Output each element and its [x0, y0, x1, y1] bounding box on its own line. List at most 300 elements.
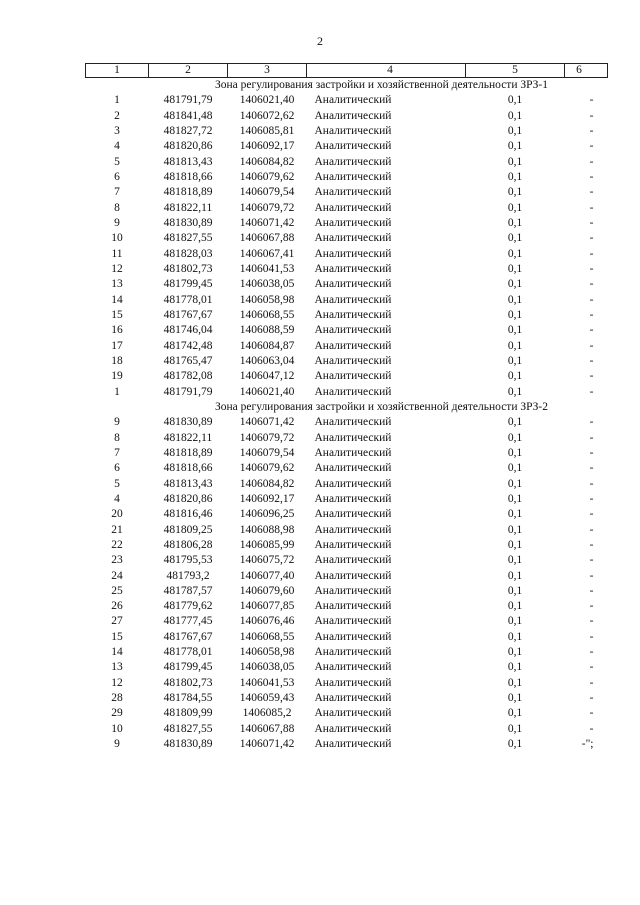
y-coordinate-cell: 1406068,55 [239, 630, 295, 643]
y-coordinate-cell: 1406079,54 [239, 446, 295, 459]
note-cell: - [589, 538, 594, 551]
point-number-cell: 11 [111, 247, 123, 260]
column-header-3: 3 [228, 64, 307, 78]
point-number-cell: 8 [114, 201, 120, 214]
method-cell: Аналитический [314, 385, 392, 398]
table-row [86, 523, 608, 538]
x-coordinate-cell: 481802,73 [163, 262, 213, 275]
accuracy-cell: 0,1 [507, 492, 523, 505]
point-number-cell: 1 [114, 94, 120, 107]
note-cell: - [589, 646, 594, 659]
table-row [86, 231, 608, 246]
x-coordinate-cell: 481746,04 [163, 324, 213, 337]
note-cell: - [589, 155, 594, 168]
x-coordinate-cell: 481782,08 [163, 370, 213, 383]
accuracy-cell: 0,1 [507, 293, 523, 306]
x-coordinate-cell: 481791,79 [163, 94, 213, 107]
table-header-row [86, 64, 608, 78]
method-cell: Аналитический [314, 646, 392, 659]
table-row [86, 308, 608, 323]
table-row [86, 645, 608, 660]
method-cell: Аналитический [314, 630, 392, 643]
y-coordinate-cell: 1406059,43 [239, 692, 295, 705]
x-coordinate-cell: 481779,62 [163, 600, 213, 613]
y-coordinate-cell: 1406084,82 [239, 477, 295, 490]
y-coordinate-cell: 1406067,88 [239, 722, 295, 735]
method-cell: Аналитический [314, 354, 392, 367]
point-number-cell: 6 [114, 170, 120, 183]
note-cell: - [589, 554, 594, 567]
y-coordinate-cell: 1406079,54 [239, 186, 295, 199]
y-coordinate-cell: 1406071,42 [239, 416, 295, 429]
table-row [86, 293, 608, 308]
column-header-4: 4 [307, 64, 466, 78]
accuracy-cell: 0,1 [507, 170, 523, 183]
table-row [86, 170, 608, 185]
y-coordinate-cell: 1406084,87 [239, 339, 295, 352]
table-row [86, 614, 608, 629]
x-coordinate-cell: 481830,89 [163, 216, 213, 229]
point-number-cell: 19 [111, 370, 123, 383]
x-coordinate-cell: 481767,67 [163, 308, 213, 321]
method-cell: Аналитический [314, 554, 392, 567]
method-cell: Аналитический [314, 722, 392, 735]
table-row [86, 569, 608, 584]
y-coordinate-cell: 1406077,85 [239, 600, 295, 613]
y-coordinate-cell: 1406079,60 [239, 584, 295, 597]
accuracy-cell: 0,1 [507, 569, 523, 582]
x-coordinate-cell: 481816,46 [163, 508, 213, 521]
point-number-cell: 8 [114, 431, 120, 444]
y-coordinate-cell: 1406038,05 [239, 661, 295, 674]
accuracy-cell: 0,1 [507, 262, 523, 275]
accuracy-cell: 0,1 [507, 155, 523, 168]
point-number-cell: 15 [111, 308, 123, 321]
accuracy-cell: 0,1 [507, 416, 523, 429]
note-cell: - [589, 124, 594, 137]
table-row [86, 139, 608, 154]
point-number-cell: 10 [111, 722, 123, 735]
x-coordinate-cell: 481784,55 [163, 692, 213, 705]
column-header-2: 2 [149, 64, 228, 78]
table-row [86, 691, 608, 706]
y-coordinate-cell: 1406085,81 [239, 124, 295, 137]
note-cell: - [589, 339, 594, 352]
y-coordinate-cell: 1406079,62 [239, 170, 295, 183]
accuracy-cell: 0,1 [507, 339, 523, 352]
point-number-cell: 6 [114, 462, 120, 475]
method-cell: Аналитический [314, 416, 392, 429]
y-coordinate-cell: 1406085,2 [242, 707, 292, 720]
method-cell: Аналитический [314, 308, 392, 321]
point-number-cell: 4 [114, 492, 120, 505]
note-cell: - [589, 232, 594, 245]
method-cell: Аналитический [314, 446, 392, 459]
point-number-cell: 5 [114, 155, 120, 168]
point-number-cell: 21 [111, 523, 123, 536]
point-number-cell: 24 [111, 569, 123, 582]
y-coordinate-cell: 1406071,42 [239, 216, 295, 229]
note-cell: - [589, 600, 594, 613]
accuracy-cell: 0,1 [507, 692, 523, 705]
note-cell: - [589, 370, 594, 383]
y-coordinate-cell: 1406047,12 [239, 370, 295, 383]
x-coordinate-cell: 481787,57 [163, 584, 213, 597]
x-coordinate-cell: 481799,45 [163, 661, 213, 674]
accuracy-cell: 0,1 [507, 140, 523, 153]
point-number-cell: 28 [111, 692, 123, 705]
zone-title: Зона регулирования застройки и хозяйственной деятельности ЗРЗ-2 [214, 400, 548, 413]
method-cell: Аналитический [314, 508, 392, 521]
zone-title-row [86, 78, 608, 94]
accuracy-cell: 0,1 [507, 584, 523, 597]
table-row [86, 737, 608, 752]
x-coordinate-cell: 481820,86 [163, 140, 213, 153]
point-number-cell: 12 [111, 262, 123, 275]
point-number-cell: 12 [111, 676, 123, 689]
y-coordinate-cell: 1406021,40 [239, 94, 295, 107]
accuracy-cell: 0,1 [507, 554, 523, 567]
note-cell: - [589, 446, 594, 459]
column-header-5: 5 [466, 64, 565, 78]
accuracy-cell: 0,1 [507, 232, 523, 245]
method-cell: Аналитический [314, 584, 392, 597]
y-coordinate-cell: 1406058,98 [239, 646, 295, 659]
note-cell: - [589, 508, 594, 521]
method-cell: Аналитический [314, 155, 392, 168]
coordinates-table [85, 63, 608, 752]
accuracy-cell: 0,1 [507, 508, 523, 521]
y-coordinate-cell: 1406058,98 [239, 293, 295, 306]
y-coordinate-cell: 1406041,53 [239, 262, 295, 275]
y-coordinate-cell: 1406072,62 [239, 109, 295, 122]
point-number-cell: 7 [114, 186, 120, 199]
note-cell: - [589, 661, 594, 674]
column-header-1: 1 [86, 64, 149, 78]
method-cell: Аналитический [314, 676, 392, 689]
method-cell: Аналитический [314, 738, 392, 751]
x-coordinate-cell: 481818,89 [163, 446, 213, 459]
accuracy-cell: 0,1 [507, 523, 523, 536]
table-row [86, 706, 608, 721]
point-number-cell: 14 [111, 646, 123, 659]
accuracy-cell: 0,1 [507, 477, 523, 490]
point-number-cell: 9 [114, 216, 120, 229]
method-cell: Аналитический [314, 232, 392, 245]
y-coordinate-cell: 1406038,05 [239, 278, 295, 291]
x-coordinate-cell: 481827,55 [163, 722, 213, 735]
x-coordinate-cell: 481822,11 [163, 201, 213, 214]
note-cell: - [589, 492, 594, 505]
y-coordinate-cell: 1406085,99 [239, 538, 295, 551]
note-cell: - [589, 293, 594, 306]
accuracy-cell: 0,1 [507, 661, 523, 674]
method-cell: Аналитический [314, 278, 392, 291]
note-cell: - [589, 201, 594, 214]
accuracy-cell: 0,1 [507, 308, 523, 321]
table-row [86, 538, 608, 553]
x-coordinate-cell: 481820,86 [163, 492, 213, 505]
point-number-cell: 18 [111, 354, 123, 367]
table-row [86, 660, 608, 675]
method-cell: Аналитический [314, 124, 392, 137]
table-row [86, 354, 608, 369]
point-number-cell: 9 [114, 738, 120, 751]
table-row [86, 676, 608, 691]
method-cell: Аналитический [314, 293, 392, 306]
table-row [86, 201, 608, 216]
accuracy-cell: 0,1 [507, 462, 523, 475]
x-coordinate-cell: 481818,66 [163, 462, 213, 475]
method-cell: Аналитический [314, 600, 392, 613]
y-coordinate-cell: 1406077,40 [239, 569, 295, 582]
point-number-cell: 7 [114, 446, 120, 459]
y-coordinate-cell: 1406088,59 [239, 324, 295, 337]
y-coordinate-cell: 1406071,42 [239, 738, 295, 751]
x-coordinate-cell: 481809,99 [163, 707, 213, 720]
point-number-cell: 15 [111, 630, 123, 643]
accuracy-cell: 0,1 [507, 124, 523, 137]
table-row [86, 553, 608, 568]
method-cell: Аналитический [314, 492, 392, 505]
point-number-cell: 17 [111, 339, 123, 352]
method-cell: Аналитический [314, 201, 392, 214]
point-number-cell: 10 [111, 232, 123, 245]
column-header-6: 6 [565, 64, 608, 78]
y-coordinate-cell: 1406079,72 [239, 201, 295, 214]
table-row [86, 492, 608, 507]
method-cell: Аналитический [314, 692, 392, 705]
x-coordinate-cell: 481777,45 [163, 615, 213, 628]
x-coordinate-cell: 481828,03 [163, 247, 213, 260]
note-cell: - [589, 523, 594, 536]
method-cell: Аналитический [314, 615, 392, 628]
table-row [86, 323, 608, 338]
note-cell: - [589, 431, 594, 444]
method-cell: Аналитический [314, 247, 392, 260]
table-row [86, 415, 608, 430]
accuracy-cell: 0,1 [507, 201, 523, 214]
y-coordinate-cell: 1406079,72 [239, 431, 295, 444]
method-cell: Аналитический [314, 94, 392, 107]
method-cell: Аналитический [314, 109, 392, 122]
method-cell: Аналитический [314, 431, 392, 444]
method-cell: Аналитический [314, 140, 392, 153]
point-number-cell: 16 [111, 324, 123, 337]
x-coordinate-cell: 481742,48 [163, 339, 213, 352]
note-cell: - [589, 109, 594, 122]
accuracy-cell: 0,1 [507, 186, 523, 199]
y-coordinate-cell: 1406079,62 [239, 462, 295, 475]
table-row [86, 109, 608, 124]
y-coordinate-cell: 1406068,55 [239, 308, 295, 321]
note-cell: - [589, 569, 594, 582]
y-coordinate-cell: 1406063,04 [239, 354, 295, 367]
table-row [86, 630, 608, 645]
accuracy-cell: 0,1 [507, 385, 523, 398]
y-coordinate-cell: 1406021,40 [239, 385, 295, 398]
x-coordinate-cell: 481791,79 [163, 385, 213, 398]
point-number-cell: 5 [114, 477, 120, 490]
point-number-cell: 4 [114, 140, 120, 153]
note-cell: - [589, 247, 594, 260]
accuracy-cell: 0,1 [507, 370, 523, 383]
y-coordinate-cell: 1406067,41 [239, 247, 295, 260]
x-coordinate-cell: 481799,45 [163, 278, 213, 291]
note-cell: -"; [581, 738, 594, 751]
table-row [86, 124, 608, 139]
note-cell: - [589, 278, 594, 291]
method-cell: Аналитический [314, 661, 392, 674]
x-coordinate-cell: 481809,25 [163, 523, 213, 536]
x-coordinate-cell: 481822,11 [163, 431, 213, 444]
table-row [86, 431, 608, 446]
note-cell: - [589, 462, 594, 475]
x-coordinate-cell: 481841,48 [163, 109, 213, 122]
x-coordinate-cell: 481778,01 [163, 646, 213, 659]
point-number-cell: 2 [114, 109, 120, 122]
y-coordinate-cell: 1406092,17 [239, 492, 295, 505]
accuracy-cell: 0,1 [507, 216, 523, 229]
point-number-cell: 13 [111, 661, 123, 674]
x-coordinate-cell: 481813,43 [163, 155, 213, 168]
accuracy-cell: 0,1 [507, 109, 523, 122]
x-coordinate-cell: 481827,72 [163, 124, 213, 137]
x-coordinate-cell: 481827,55 [163, 232, 213, 245]
point-number-cell: 9 [114, 416, 120, 429]
x-coordinate-cell: 481765,47 [163, 354, 213, 367]
method-cell: Аналитический [314, 339, 392, 352]
note-cell: - [589, 416, 594, 429]
accuracy-cell: 0,1 [507, 431, 523, 444]
point-number-cell: 3 [114, 124, 120, 137]
note-cell: - [589, 216, 594, 229]
method-cell: Аналитический [314, 569, 392, 582]
table-row [86, 477, 608, 492]
method-cell: Аналитический [314, 370, 392, 383]
y-coordinate-cell: 1406076,46 [239, 615, 295, 628]
table-row [86, 446, 608, 461]
table-row [86, 93, 608, 108]
accuracy-cell: 0,1 [507, 538, 523, 551]
accuracy-cell: 0,1 [507, 630, 523, 643]
point-number-cell: 27 [111, 615, 123, 628]
note-cell: - [589, 385, 594, 398]
accuracy-cell: 0,1 [507, 94, 523, 107]
method-cell: Аналитический [314, 262, 392, 275]
note-cell: - [589, 615, 594, 628]
zone-title-row [86, 400, 608, 415]
x-coordinate-cell: 481793,2 [166, 569, 210, 582]
point-number-cell: 1 [114, 385, 120, 398]
point-number-cell: 20 [111, 508, 123, 521]
table-row [86, 722, 608, 737]
method-cell: Аналитический [314, 186, 392, 199]
x-coordinate-cell: 481806,28 [163, 538, 213, 551]
note-cell: - [589, 354, 594, 367]
table-row [86, 339, 608, 354]
note-cell: - [589, 262, 594, 275]
table-row [86, 507, 608, 522]
page-number: 2 [317, 34, 323, 48]
method-cell: Аналитический [314, 477, 392, 490]
note-cell: - [589, 584, 594, 597]
x-coordinate-cell: 481813,43 [163, 477, 213, 490]
note-cell: - [589, 170, 594, 183]
accuracy-cell: 0,1 [507, 278, 523, 291]
x-coordinate-cell: 481802,73 [163, 676, 213, 689]
table-row [86, 155, 608, 170]
table-row [86, 461, 608, 476]
method-cell: Аналитический [314, 170, 392, 183]
y-coordinate-cell: 1406084,82 [239, 155, 295, 168]
note-cell: - [589, 477, 594, 490]
accuracy-cell: 0,1 [507, 446, 523, 459]
point-number-cell: 23 [111, 554, 123, 567]
accuracy-cell: 0,1 [507, 707, 523, 720]
point-number-cell: 25 [111, 584, 123, 597]
method-cell: Аналитический [314, 707, 392, 720]
accuracy-cell: 0,1 [507, 615, 523, 628]
method-cell: Аналитический [314, 216, 392, 229]
x-coordinate-cell: 481767,67 [163, 630, 213, 643]
point-number-cell: 13 [111, 278, 123, 291]
table-row [86, 277, 608, 292]
note-cell: - [589, 140, 594, 153]
accuracy-cell: 0,1 [507, 676, 523, 689]
accuracy-cell: 0,1 [507, 738, 523, 751]
y-coordinate-cell: 1406092,17 [239, 140, 295, 153]
y-coordinate-cell: 1406067,88 [239, 232, 295, 245]
method-cell: Аналитический [314, 523, 392, 536]
note-cell: - [589, 676, 594, 689]
zone-title: Зона регулирования застройки и хозяйственной деятельности ЗРЗ-1 [214, 79, 548, 91]
note-cell: - [589, 94, 594, 107]
note-cell: - [589, 707, 594, 720]
note-cell: - [589, 722, 594, 735]
x-coordinate-cell: 481830,89 [163, 738, 213, 751]
accuracy-cell: 0,1 [507, 247, 523, 260]
table-row [86, 599, 608, 614]
table-row [86, 385, 608, 400]
accuracy-cell: 0,1 [507, 600, 523, 613]
x-coordinate-cell: 481818,89 [163, 186, 213, 199]
x-coordinate-cell: 481795,53 [163, 554, 213, 567]
table-row [86, 262, 608, 277]
note-cell: - [589, 324, 594, 337]
table-row [86, 584, 608, 599]
accuracy-cell: 0,1 [507, 722, 523, 735]
table-row [86, 369, 608, 384]
x-coordinate-cell: 481830,89 [163, 416, 213, 429]
note-cell: - [589, 308, 594, 321]
method-cell: Аналитический [314, 324, 392, 337]
note-cell: - [589, 630, 594, 643]
y-coordinate-cell: 1406075,72 [239, 554, 295, 567]
y-coordinate-cell: 1406041,53 [239, 676, 295, 689]
accuracy-cell: 0,1 [507, 646, 523, 659]
note-cell: - [589, 692, 594, 705]
table-row [86, 247, 608, 262]
table-row [86, 185, 608, 200]
method-cell: Аналитический [314, 538, 392, 551]
y-coordinate-cell: 1406088,98 [239, 523, 295, 536]
point-number-cell: 29 [111, 707, 123, 720]
accuracy-cell: 0,1 [507, 354, 523, 367]
point-number-cell: 26 [111, 600, 123, 613]
point-number-cell: 14 [111, 293, 123, 306]
table-row [86, 216, 608, 231]
